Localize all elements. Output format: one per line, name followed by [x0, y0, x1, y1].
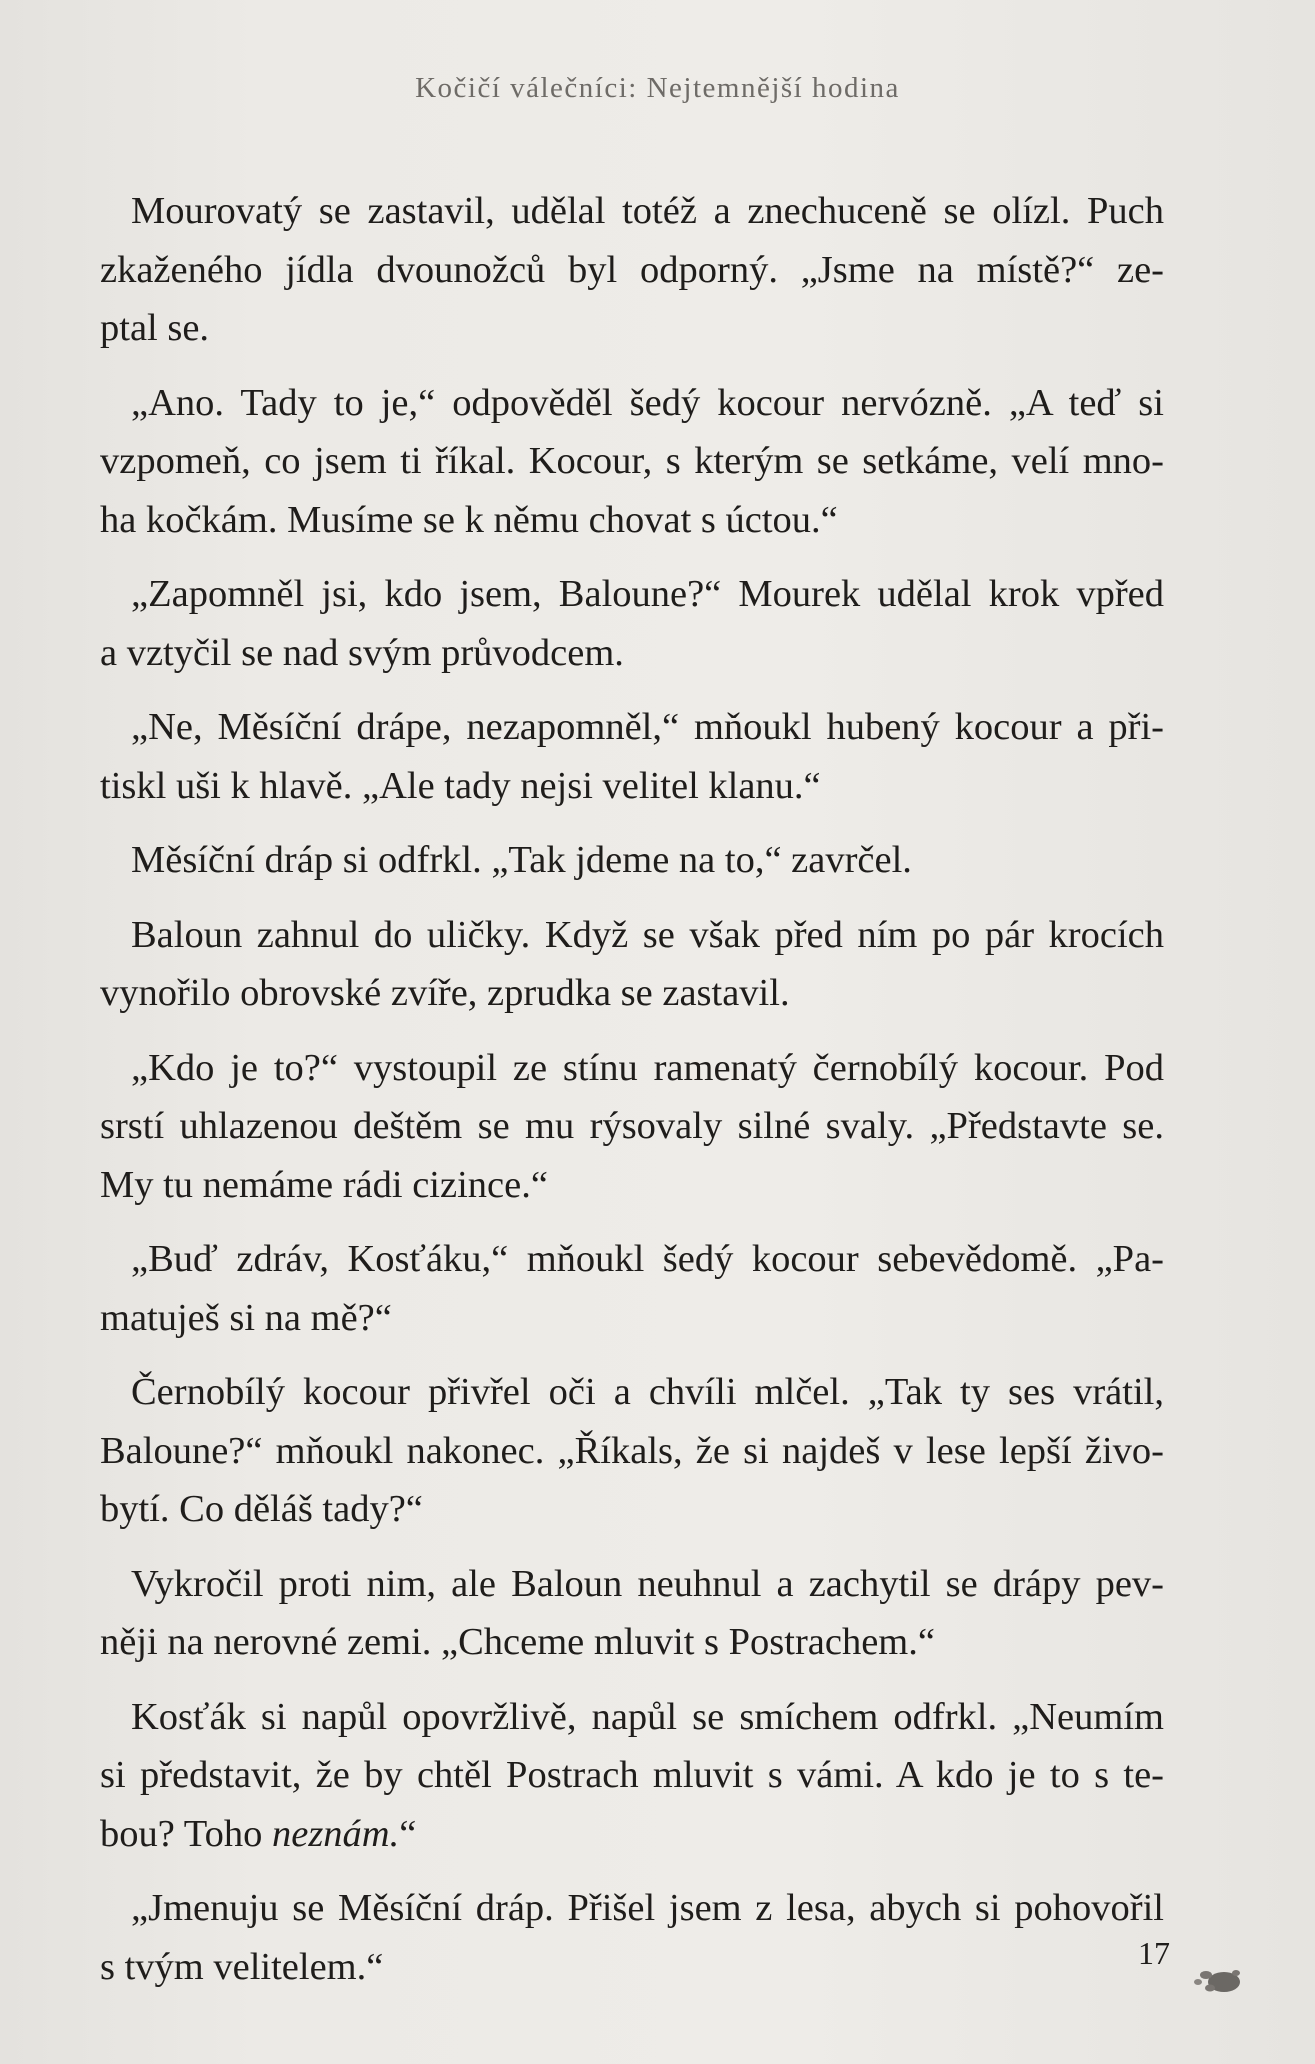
text-line: Baloun zahnul do uličky. Když se však před ním po pár krocích: [131, 913, 1164, 956]
paragraph: [100, 1879, 1164, 1996]
italic-word: neznám.: [271, 1812, 400, 1855]
text-line: s tvým velitelem.“: [100, 1945, 384, 1988]
text-line: ha kočkám. Musíme se k němu chovat s úctou.“: [100, 498, 838, 541]
text-line: si představit, že by chtěl Postrach mluvit s vámi. A kdo je to s te-: [100, 1754, 1164, 1796]
text-line: „Zapomněl jsi, kdo jsem, Baloune?“ Mourek udělal krok vpřed: [131, 573, 1164, 615]
text-line: Měsíční dráp si odfrkl. „Tak jdeme na to,“ zavrčel.: [131, 839, 912, 881]
text-line: vzpomeň, co jsem ti říkal. Kocour, s kterým se setkáme, velí mno-: [100, 440, 1164, 482]
cat-paw-icon: [1188, 1958, 1248, 1998]
text-fragment: bou? Toho: [100, 1812, 272, 1855]
page-number: 17: [1138, 1935, 1170, 1971]
paragraph: [100, 698, 1164, 815]
text-fragment: “: [399, 1812, 417, 1855]
text-line: vynořilo obrovské zvíře, zprudka se zastavil.: [100, 972, 790, 1014]
text-line: Kosťák si napůl opovržlivě, napůl se smíchem odfrkl. „Neumím: [131, 1695, 1164, 1738]
paragraph: [100, 182, 1164, 358]
text-line: a vztyčil se nad svým průvodcem.: [100, 631, 624, 674]
text-line: Mourovatý se zastavil, udělal totéž a znechuceně se olízl. Puch: [131, 190, 1164, 232]
paragraph: [100, 1039, 1164, 1215]
paragraph: [100, 565, 1164, 682]
text-line: Baloune?“ mňoukl nakonec. „Říkals, že si najdeš v lese lepší živo-: [100, 1429, 1164, 1472]
text-line: „Ne, Měsíční drápe, nezapomněl,“ mňoukl hubený kocour a při-: [131, 706, 1164, 748]
text-line: Vykročil proti nim, ale Baloun neuhnul a zachytil se drápy pev-: [131, 1562, 1164, 1605]
text-line: něji na nerovné zemi. „Chceme mluvit s Postrachem.“: [100, 1621, 935, 1663]
paragraph: [100, 906, 1164, 1023]
text-line: „Ano. Tady to je,“ odpověděl šedý kocour nervózně. „A teď si: [131, 381, 1164, 424]
text-line: Černobílý kocour přivřel oči a chvíli mlčel. „Tak ty ses vrátil,: [131, 1371, 1164, 1413]
running-header: Kočičí válečníci: Nejtemnější hodina: [415, 72, 900, 104]
text-line: My tu nemáme rádi cizince.“: [100, 1163, 548, 1206]
text-line: bytí. Co děláš tady?“: [100, 1488, 423, 1530]
paragraph: [100, 1555, 1164, 1672]
text-line: „Kdo je to?“ vystoupil ze stínu ramenatý černobílý kocour. Pod: [131, 1046, 1164, 1089]
paragraph: [100, 1688, 1164, 1864]
text-line: srstí uhlazenou deštěm se mu rýsovaly silné svaly. „Představte se.: [100, 1105, 1164, 1147]
paragraph: [100, 374, 1164, 550]
text-line: matuješ si na mě?“: [100, 1296, 392, 1339]
text-line: ptal se.: [100, 307, 210, 349]
body-text: [100, 182, 1164, 2012]
paragraph: [100, 1230, 1164, 1347]
paragraph: [100, 1363, 1164, 1539]
text-line: „Jmenuju se Měsíční dráp. Přišel jsem z lesa, abych si pohovořil: [131, 1887, 1164, 1929]
paragraph: [100, 831, 1164, 890]
text-line: „Buď zdráv, Kosťáku,“ mňoukl šedý kocour sebevědomě. „Pa-: [131, 1238, 1164, 1280]
text-line: [100, 1805, 1164, 1864]
text-line: zkaženého jídla dvounožců byl odporný. „Jsme na místě?“ ze-: [100, 248, 1164, 291]
text-line: tiskl uši k hlavě. „Ale tady nejsi velitel klanu.“: [100, 764, 821, 807]
